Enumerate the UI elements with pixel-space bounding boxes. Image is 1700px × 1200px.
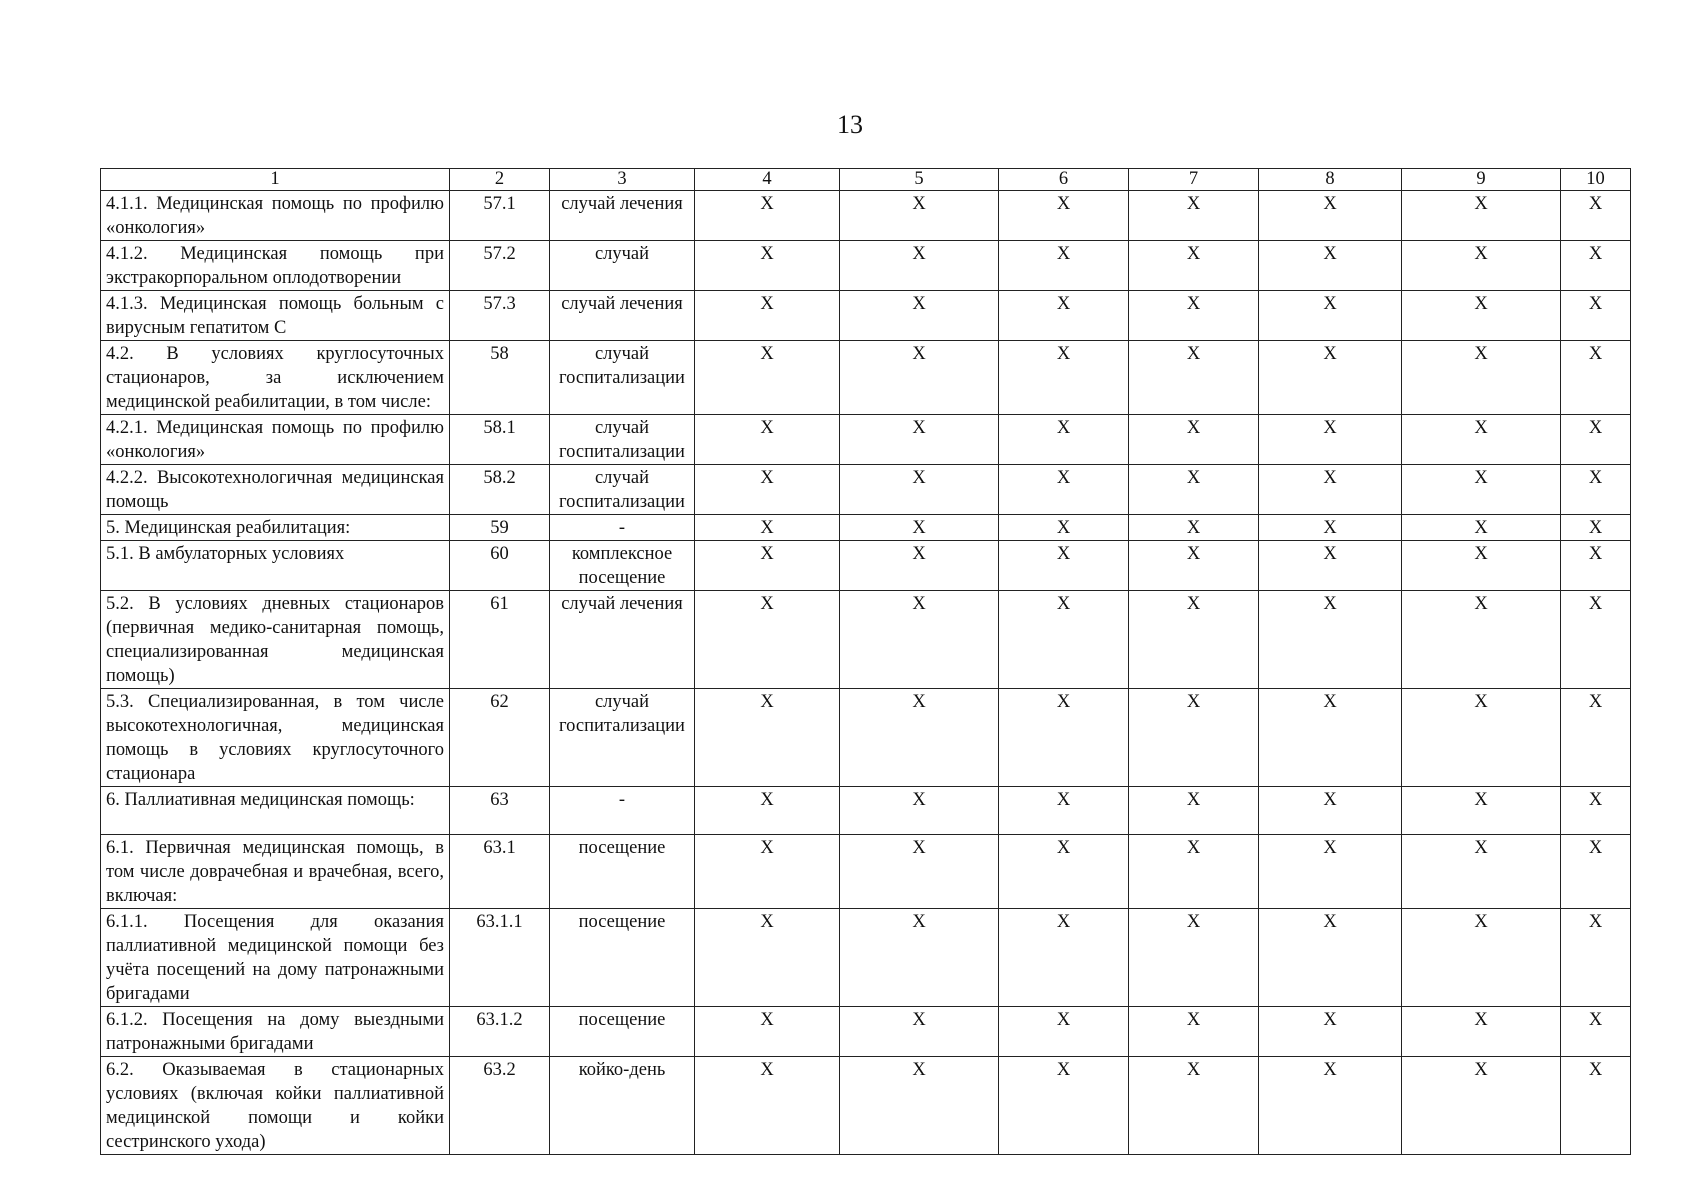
x-mark-cell: X [1129, 241, 1259, 291]
x-mark-cell: X [999, 341, 1129, 415]
row-code-cell: 58.1 [450, 415, 550, 465]
x-mark-cell: X [999, 291, 1129, 341]
row-code-cell: 60 [450, 541, 550, 591]
x-mark-cell: X [1402, 515, 1561, 541]
row-name-cell: 4.1.2. Медицинская помощь при экстракорпоральном оплодотворении [101, 241, 450, 291]
table-row [101, 291, 1631, 341]
header-row [101, 169, 1631, 191]
x-mark-cell: X [1561, 415, 1631, 465]
row-unit-cell: - [550, 515, 695, 541]
x-mark-cell: X [1129, 191, 1259, 241]
row-unit-cell: случай госпитализации [550, 415, 695, 465]
x-mark-cell: X [1259, 835, 1402, 909]
x-mark-cell: X [695, 909, 840, 1007]
row-unit-cell: случай лечения [550, 191, 695, 241]
x-mark-cell: X [1402, 191, 1561, 241]
row-name-cell: 4.1.1. Медицинская помощь по профилю «онкология» [101, 191, 450, 241]
x-mark-cell: X [1561, 1057, 1631, 1155]
x-mark-cell: X [1561, 465, 1631, 515]
x-mark-cell: X [1259, 291, 1402, 341]
table-row [101, 515, 1631, 541]
row-name-cell: 6. Паллиативная медицинская помощь: [101, 787, 450, 835]
x-mark-cell: X [999, 241, 1129, 291]
x-mark-cell: X [1129, 291, 1259, 341]
header-cell: 2 [450, 169, 550, 191]
x-mark-cell: X [1402, 1057, 1561, 1155]
table-row [101, 541, 1631, 591]
x-mark-cell: X [1259, 1057, 1402, 1155]
row-unit-cell: посещение [550, 909, 695, 1007]
x-mark-cell: X [1561, 1007, 1631, 1057]
row-name-cell: 5.2. В условиях дневных стационаров (первичная медико-санитарная помощь, специализированная медицинская помощь) [101, 591, 450, 689]
x-mark-cell: X [1402, 465, 1561, 515]
row-name-cell: 4.2. В условиях круглосуточных стационаров, за исключением медицинской реабилитации, в том числе: [101, 341, 450, 415]
row-unit-cell: случай лечения [550, 291, 695, 341]
x-mark-cell: X [1259, 241, 1402, 291]
row-name-cell: 6.1.1. Посещения для оказания паллиативной медицинской помощи без учёта посещений на дому патронажными бригадами [101, 909, 450, 1007]
x-mark-cell: X [840, 541, 999, 591]
x-mark-cell: X [1561, 241, 1631, 291]
x-mark-cell: X [840, 191, 999, 241]
x-mark-cell: X [840, 909, 999, 1007]
row-unit-cell: посещение [550, 1007, 695, 1057]
x-mark-cell: X [840, 415, 999, 465]
x-mark-cell: X [1561, 341, 1631, 415]
row-code-cell: 57.1 [450, 191, 550, 241]
x-mark-cell: X [1402, 1007, 1561, 1057]
x-mark-cell: X [840, 787, 999, 835]
x-mark-cell: X [1129, 1007, 1259, 1057]
x-mark-cell: X [840, 835, 999, 909]
row-name-cell: 4.1.3. Медицинская помощь больным с вирусным гепатитом С [101, 291, 450, 341]
x-mark-cell: X [695, 415, 840, 465]
x-mark-cell: X [695, 787, 840, 835]
x-mark-cell: X [695, 291, 840, 341]
x-mark-cell: X [695, 241, 840, 291]
data-table [100, 168, 1631, 1155]
row-code-cell: 63 [450, 787, 550, 835]
header-cell: 1 [101, 169, 450, 191]
row-code-cell: 61 [450, 591, 550, 689]
x-mark-cell: X [840, 591, 999, 689]
x-mark-cell: X [999, 591, 1129, 689]
header-cell: 4 [695, 169, 840, 191]
x-mark-cell: X [999, 689, 1129, 787]
row-code-cell: 58 [450, 341, 550, 415]
x-mark-cell: X [1561, 591, 1631, 689]
row-name-cell: 5.3. Специализированная, в том числе высокотехнологичная, медицинская помощь в условиях круглосуточного стационара [101, 689, 450, 787]
table-row [101, 1007, 1631, 1057]
x-mark-cell: X [1259, 787, 1402, 835]
x-mark-cell: X [999, 787, 1129, 835]
x-mark-cell: X [999, 909, 1129, 1007]
x-mark-cell: X [1402, 909, 1561, 1007]
row-unit-cell: случай лечения [550, 591, 695, 689]
row-name-cell: 6.1.2. Посещения на дому выездными патронажными бригадами [101, 1007, 450, 1057]
row-code-cell: 62 [450, 689, 550, 787]
table-row [101, 835, 1631, 909]
table-row [101, 909, 1631, 1007]
table-row [101, 241, 1631, 291]
x-mark-cell: X [840, 241, 999, 291]
row-unit-cell: случай госпитализации [550, 689, 695, 787]
x-mark-cell: X [840, 465, 999, 515]
x-mark-cell: X [1561, 291, 1631, 341]
row-unit-cell: койко-день [550, 1057, 695, 1155]
row-code-cell: 63.1 [450, 835, 550, 909]
row-code-cell: 58.2 [450, 465, 550, 515]
table-row [101, 1057, 1631, 1155]
x-mark-cell: X [1129, 591, 1259, 689]
x-mark-cell: X [1402, 835, 1561, 909]
x-mark-cell: X [695, 541, 840, 591]
header-cell: 5 [840, 169, 999, 191]
x-mark-cell: X [1129, 415, 1259, 465]
row-name-cell: 6.2. Оказываемая в стационарных условиях (включая койки паллиативной медицинской помощи и койки сестринского ухода) [101, 1057, 450, 1155]
row-unit-cell: - [550, 787, 695, 835]
x-mark-cell: X [695, 515, 840, 541]
row-code-cell: 63.2 [450, 1057, 550, 1155]
x-mark-cell: X [1561, 909, 1631, 1007]
x-mark-cell: X [1259, 591, 1402, 689]
row-code-cell: 57.3 [450, 291, 550, 341]
x-mark-cell: X [840, 291, 999, 341]
header-cell: 8 [1259, 169, 1402, 191]
page-number: 13 [837, 110, 863, 139]
header-cell: 9 [1402, 169, 1561, 191]
x-mark-cell: X [1402, 541, 1561, 591]
table-body [101, 169, 1631, 1155]
x-mark-cell: X [695, 591, 840, 689]
row-unit-cell: случай госпитализации [550, 465, 695, 515]
x-mark-cell: X [1402, 787, 1561, 835]
x-mark-cell: X [840, 1057, 999, 1155]
table-row [101, 191, 1631, 241]
row-name-cell: 5.1. В амбулаторных условиях [101, 541, 450, 591]
row-code-cell: 63.1.1 [450, 909, 550, 1007]
x-mark-cell: X [1129, 515, 1259, 541]
x-mark-cell: X [1402, 415, 1561, 465]
x-mark-cell: X [1561, 541, 1631, 591]
x-mark-cell: X [1402, 591, 1561, 689]
row-name-cell: 5. Медицинская реабилитация: [101, 515, 450, 541]
table-row [101, 787, 1631, 835]
x-mark-cell: X [1129, 1057, 1259, 1155]
x-mark-cell: X [695, 689, 840, 787]
x-mark-cell: X [999, 465, 1129, 515]
row-code-cell: 57.2 [450, 241, 550, 291]
x-mark-cell: X [1561, 835, 1631, 909]
x-mark-cell: X [1259, 341, 1402, 415]
x-mark-cell: X [999, 835, 1129, 909]
x-mark-cell: X [1402, 341, 1561, 415]
x-mark-cell: X [999, 1057, 1129, 1155]
x-mark-cell: X [999, 541, 1129, 591]
x-mark-cell: X [695, 465, 840, 515]
x-mark-cell: X [840, 515, 999, 541]
x-mark-cell: X [999, 191, 1129, 241]
x-mark-cell: X [1129, 689, 1259, 787]
x-mark-cell: X [1129, 341, 1259, 415]
x-mark-cell: X [1259, 1007, 1402, 1057]
row-code-cell: 59 [450, 515, 550, 541]
header-cell: 6 [999, 169, 1129, 191]
row-name-cell: 6.1. Первичная медицинская помощь, в том числе доврачебная и врачебная, всего, включая: [101, 835, 450, 909]
x-mark-cell: X [1259, 465, 1402, 515]
x-mark-cell: X [1129, 541, 1259, 591]
x-mark-cell: X [999, 415, 1129, 465]
x-mark-cell: X [1129, 465, 1259, 515]
table-row [101, 591, 1631, 689]
x-mark-cell: X [1259, 515, 1402, 541]
x-mark-cell: X [1561, 689, 1631, 787]
x-mark-cell: X [840, 1007, 999, 1057]
table-row [101, 341, 1631, 415]
x-mark-cell: X [1129, 787, 1259, 835]
x-mark-cell: X [999, 515, 1129, 541]
x-mark-cell: X [695, 1057, 840, 1155]
x-mark-cell: X [1259, 689, 1402, 787]
x-mark-cell: X [1129, 835, 1259, 909]
table-row [101, 689, 1631, 787]
x-mark-cell: X [1259, 415, 1402, 465]
row-unit-cell: случай [550, 241, 695, 291]
table-row [101, 415, 1631, 465]
x-mark-cell: X [1129, 909, 1259, 1007]
header-cell: 7 [1129, 169, 1259, 191]
x-mark-cell: X [1402, 689, 1561, 787]
x-mark-cell: X [1561, 787, 1631, 835]
x-mark-cell: X [1402, 291, 1561, 341]
x-mark-cell: X [695, 191, 840, 241]
x-mark-cell: X [1561, 515, 1631, 541]
header-cell: 10 [1561, 169, 1631, 191]
x-mark-cell: X [840, 689, 999, 787]
x-mark-cell: X [840, 341, 999, 415]
x-mark-cell: X [1259, 909, 1402, 1007]
row-unit-cell: посещение [550, 835, 695, 909]
row-unit-cell: случай госпитализации [550, 341, 695, 415]
table-row [101, 465, 1631, 515]
x-mark-cell: X [1259, 541, 1402, 591]
row-name-cell: 4.2.2. Высокотехнологичная медицинская помощь [101, 465, 450, 515]
row-code-cell: 63.1.2 [450, 1007, 550, 1057]
x-mark-cell: X [695, 835, 840, 909]
x-mark-cell: X [999, 1007, 1129, 1057]
row-unit-cell: комплексное посещение [550, 541, 695, 591]
x-mark-cell: X [1402, 241, 1561, 291]
header-cell: 3 [550, 169, 695, 191]
x-mark-cell: X [1259, 191, 1402, 241]
row-name-cell: 4.2.1. Медицинская помощь по профилю «онкология» [101, 415, 450, 465]
x-mark-cell: X [695, 1007, 840, 1057]
x-mark-cell: X [1561, 191, 1631, 241]
x-mark-cell: X [695, 341, 840, 415]
